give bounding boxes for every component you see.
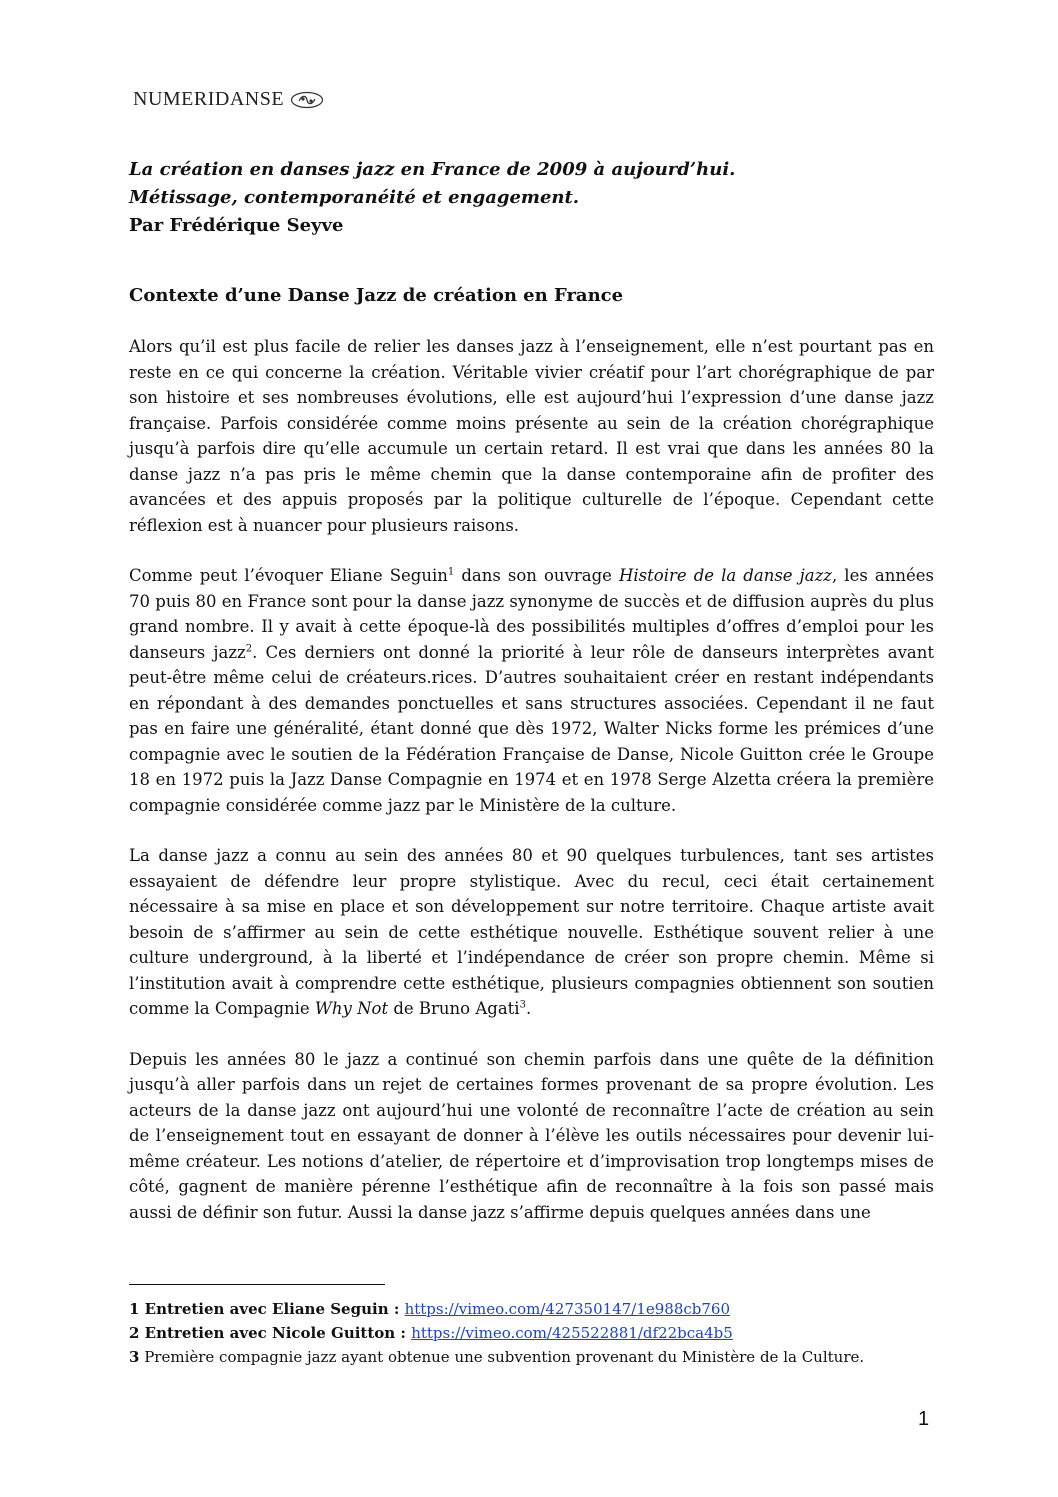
paragraph-2: Comme peut l’évoquer Eliane Seguin$^1$ dans son ouvrage Histoire de la danse jazz, les années 70 puis 80 en France sont pour la danse jazz synonyme de succès et de diffusion auprès du plus grand nombre. Il y avait à cette époque-là des possibilités multiples d’offres d’emploi pour les danseurs jazz$^2$. Ces derniers ont donné la priorité à leur rôle de danseurs interprètes avant peut-être même celui de créateurs.rices. D’autres souhaitaient créer en restant indépendants en répondant à des demandes ponctuelles et sans structures associées. Cependant il ne faut pas en faire une généralité, étant donné que dès 1972, Walter Nicks forme les prémices d’une compagnie avec le soutien de la Fédération Française de Danse, Nicole Guitton crée le Groupe 18 en 1972 puis la Jazz Danse Compagnie en 1974 et en 1978 Serge Alzetta créera la première compagnie considérée comme jazz par le Ministère de la culture. <box>129 566 934 815</box>
footnote-ref-1: 1 <box>447 566 455 578</box>
paragraph-4: Depuis les années 80 le jazz a continué son chemin parfois dans une quête de la définition jusqu’à aller parfois dans un rejet de certaines formes provenant de sa propre évolution. Les acteurs de la danse jazz ont aujourd’hui une volonté de reconnaître l’acte de création au sein de l’enseignement tout en essayant de donner à l’élève les outils nécessaires pour devenir lui-même créateur. Les notions d’atelier, de répertoire et d’improvisation trop longtemps mises de côté, gagnent de manière pérenne l’esthétique afin de reconnaître à la fois son passé mais aussi de définir son futur. Aussi la danse jazz s’affirme depuis quelques années dans une <box>129 1049 934 1222</box>
company-name: Why Not <box>314 999 389 1018</box>
paragraph-3: La danse jazz a connu au sein des années 80 et 90 quelques turbulences, tant ses artistes essayaient de défendre leur propre stylistique. Avec du recul, ceci était certainement nécessaire à sa mise en place et son développement sur notre territoire. Chaque artiste avait besoin de s’affirmer au sein de cette esthétique nouvelle. Esthétique souvent relier à une culture underground, à la liberté et l’indépendance de créer son propre chemin. Même si l’institution avait à comprendre cette esthétique, plusieurs compagnies obtiennent son soutien comme la Compagnie Why Not de Bruno Agati$^3$. <box>129 846 934 1018</box>
footnote-ref-2: 2 <box>245 643 253 654</box>
document-title: La création en danses jazz en France de 2009 à aujourd’hui. <box>129 159 736 180</box>
numeridanse-emblem-icon <box>290 91 324 109</box>
footnote-ref-3: 3 <box>519 999 526 1011</box>
numeridanse-logo <box>133 88 324 111</box>
paragraph-1: Alors qu’il est plus facile de relier les danses jazz à l’enseignement, elle n’est pourtant pas en reste en ce qui concerne la création. Véritable vivier créatif pour l’art chorégraphique de par son histoire et ses nombreuses évolutions, elle est aujourd’hui l’expression d’une danse jazz française. Parfois considérée comme moins présente au sein de la création chorégraphique jusqu’à parfois dire qu’elle accumule un certain retard. Il est vrai que dans les années 80 la danse jazz n’a pas pris le même chemin que la danse contemporaine afin de profiter des avancées et des appuis proposés par la politique culturelle de l’époque. Cependant cette réflexion est à nuancer pour plusieurs raisons. <box>129 337 934 535</box>
footnote-divider <box>129 1284 385 1285</box>
book-title: Histoire de la danse jazz <box>619 566 832 585</box>
footnotes <box>129 1297 934 1369</box>
footnote-3: 3 Première compagnie jazz ayant obtenue une subvention provenant du Ministère de la Culture. <box>129 1348 865 1366</box>
body-text <box>129 334 934 1250</box>
document-subtitle: Métissage, contemporanéité et engagement. <box>129 187 580 208</box>
footnote-2: 2 Entretien avec Nicole Guitton : https://vimeo.com/425522881/df22bca4b5 <box>129 1324 733 1342</box>
document-title-block <box>129 156 934 240</box>
footnote-1: 1 Entretien avec Eliane Seguin : https://vimeo.com/427350147/1e988cb760 <box>129 1300 731 1318</box>
logo-text: NUMERIDANSE <box>133 88 285 110</box>
footnote-2-link[interactable]: https://vimeo.com/425522881/df22bca4b5 <box>411 1324 733 1342</box>
document-author: Par Frédérique Seyve <box>129 215 344 236</box>
footnote-1-link[interactable]: https://vimeo.com/427350147/1e988cb760 <box>404 1300 731 1318</box>
page-number: 1 <box>918 1408 930 1430</box>
section-heading: Contexte d’une Danse Jazz de création en France <box>129 285 624 306</box>
